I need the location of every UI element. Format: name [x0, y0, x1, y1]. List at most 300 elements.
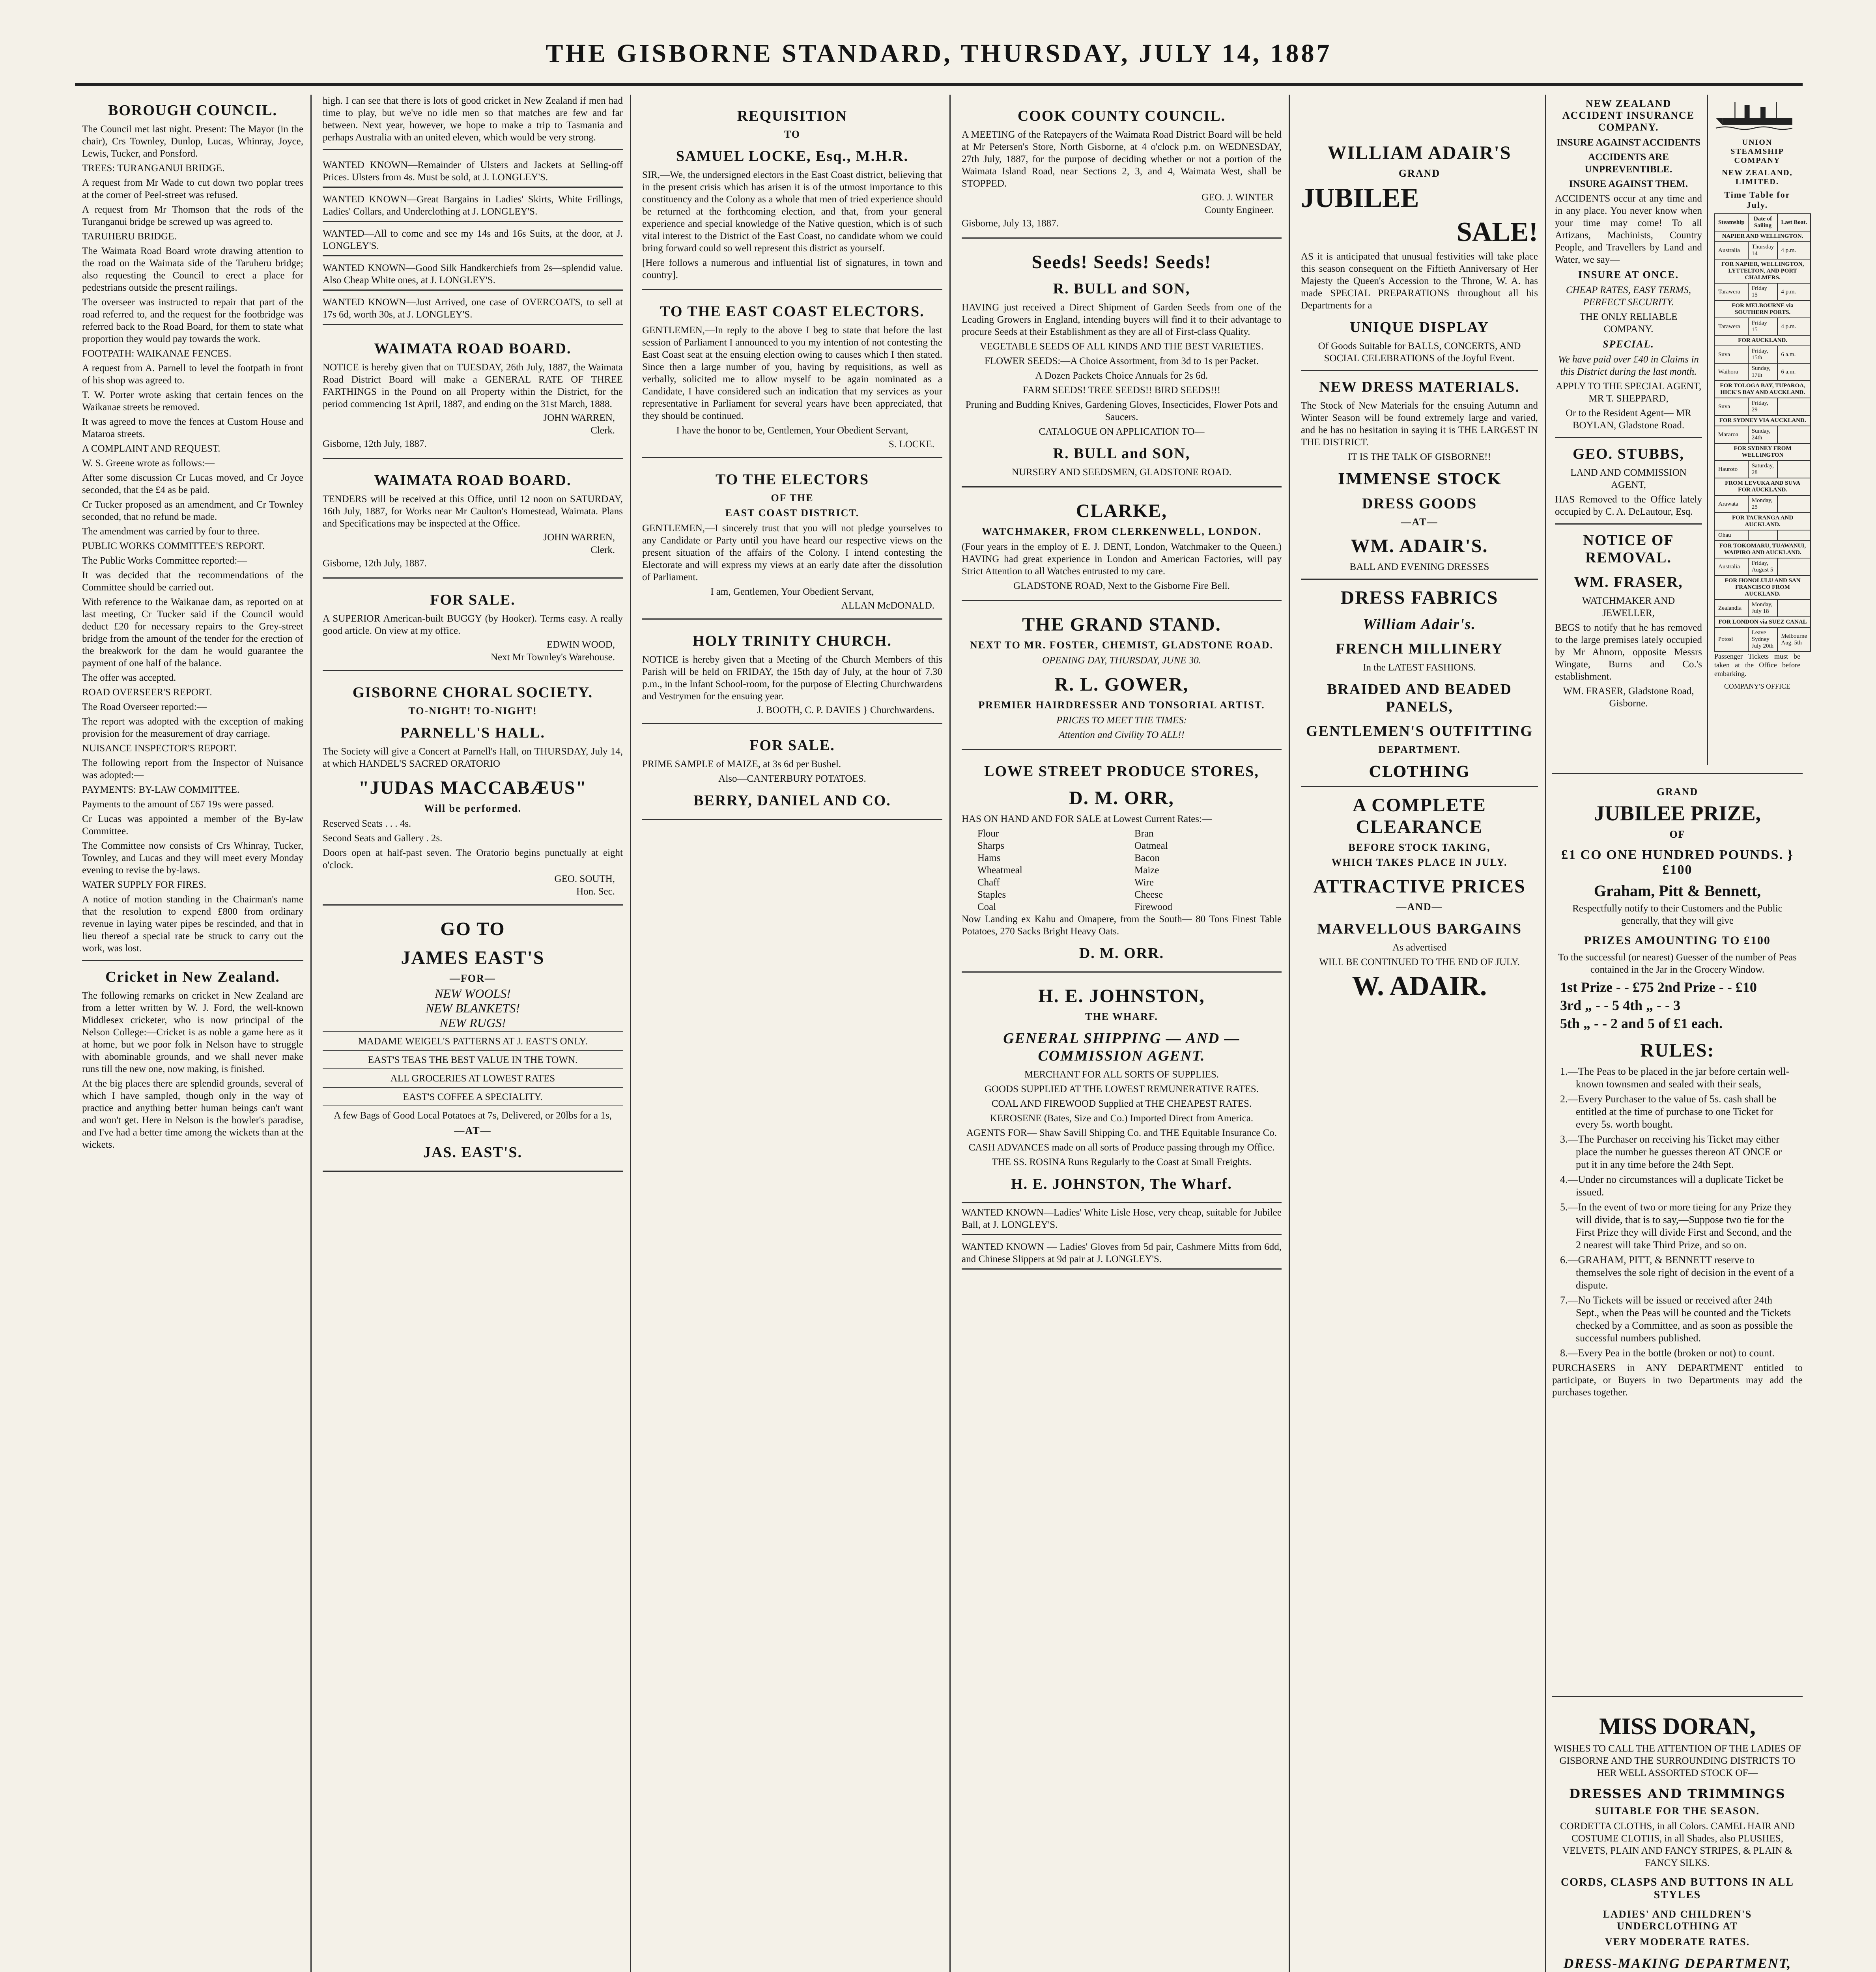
signature: BERRY, DANIEL AND CO.: [693, 792, 891, 809]
wanted-ad: WANTED—All to come and see my 14s and 16s Suits, at the door, at J. LONGLEY'S.: [323, 224, 623, 256]
choral-text: The Society will give a Concert at Parnell's Hall, on THURSDAY, July 14, at which HANDEL'S SACRED ORATORIO: [323, 746, 623, 769]
article-paragraph: The Public Works Committee reported:—: [82, 555, 247, 566]
article-paragraph: It was agreed to move the fences at Custom House and Mataroa streets.: [82, 416, 303, 439]
timetable-cell: Ohau: [1715, 530, 1748, 541]
timetable-section: [1715, 478, 1811, 495]
clarke-text: (Four years in the employ of E. J. DENT, London, Watchmaker to the Queen.) HAVING had great experience in London and American Factories, will pay Strict Attention to all Watches entrusted to my care.: [962, 542, 1282, 577]
steamship-heading: UNION STEAMSHIP COMPANY: [1730, 138, 1784, 165]
timetable-cell: Saturday, 28: [1748, 461, 1778, 478]
divider: [82, 960, 303, 961]
insurance-lines: [1555, 136, 1702, 190]
cricket-body: [82, 990, 303, 1151]
divider: [1555, 523, 1702, 525]
braided-panels: BRAIDED AND BEADED PANELS,: [1327, 681, 1512, 715]
timetable-cell: Australia: [1715, 242, 1748, 259]
seed-line: VEGETABLE SEEDS OF ALL KINDS AND THE BEST VARIETIES.: [979, 341, 1264, 352]
w-adair-signature: W. ADAIR.: [1352, 971, 1487, 1001]
maize-also: Also—CANTERBURY POTATOES.: [718, 773, 866, 784]
timetable-section: [1715, 259, 1811, 283]
james-east-ad: [323, 906, 623, 1172]
timetable-section: [1715, 541, 1811, 558]
at-label: —AT—: [454, 1125, 491, 1136]
special-label: SPECIAL.: [1603, 338, 1654, 350]
dress-fabrics: DRESS FABRICS: [1340, 587, 1499, 608]
article-paragraph: Payments to the amount of £67 19s were passed.: [82, 799, 274, 810]
produce-item: Cheese: [1134, 889, 1163, 900]
timetable-row: [1715, 363, 1811, 381]
requisition-heading: REQUISITION: [737, 108, 848, 124]
insurance-line: INSURE AGAINST ACCIDENTS: [1556, 137, 1700, 148]
article-paragraph: With reference to the Waikanae dam, as reported on at last meeting, Cr Tucker said if the Council would deduct £20 for necessary repairs to the Grey-street bridge from the amount of the tender for the erection of the breakwork for the dam he would guarantee the payment of one half of the balance.: [82, 597, 303, 669]
electors-heading: TO THE ELECTORS: [715, 471, 869, 488]
east-line: EAST'S TEAS THE BEST VALUE IN THE TOWN.: [323, 1050, 623, 1066]
dress-goods: DRESS GOODS: [1362, 495, 1477, 512]
as-advertised: As advertised: [1392, 942, 1446, 953]
article-paragraph: A request from Mr Thomson that the rods of the Turanganui bridge be screwed up was agreed to.: [82, 204, 303, 227]
article-paragraph: A COMPLAINT AND REQUEST.: [82, 443, 220, 454]
cordetta-text: CORDETTA CLOTHS, in all Colors. CAMEL HAIR AND COSTUME CLOTHS, in all Shades, also PLUSHES, VELVETS, PLAIN AND FANCY STRIPES, & PLAIN & FANCY SILKS.: [1560, 1821, 1795, 1868]
produce-item: Bran: [1134, 828, 1154, 839]
adair-jubilee: JUBILEE: [1301, 183, 1419, 213]
address: GLADSTONE ROAD, Next to the Gisborne Fire Bell.: [1013, 581, 1230, 591]
address: NURSERY AND SEEDSMEN, GLADSTONE ROAD.: [1012, 467, 1231, 478]
article-paragraph: After some discussion Cr Lucas moved, and Cr Joyce seconded, that the £4 as be paid.: [82, 472, 303, 495]
dresses-trimmings: DRESSES AND TRIMMINGS: [1569, 1786, 1786, 1801]
east-line: ALL GROCERIES AT LOWEST RATES: [323, 1068, 623, 1085]
department-label: DEPARTMENT.: [1378, 744, 1461, 755]
signature: JOHN WARREN,: [543, 532, 615, 543]
article-paragraph: WATER SUPPLY FOR FIRES.: [82, 880, 206, 890]
adair-grand: GRAND: [1398, 168, 1441, 179]
article-paragraph: The Committee now consists of Crs Whinray, Tucker, Townley, and Lucas and they will meet every Monday evening to revise the by-laws.: [82, 840, 303, 876]
timetable-cell: Potosi: [1715, 627, 1748, 652]
adair-heading: WILLIAM ADAIR'S: [1327, 142, 1512, 163]
article-paragraph: A request from Mr Wade to cut down two poplar trees at the corner of Peel-street was refused.: [82, 177, 303, 200]
new-dress-materials: NEW DRESS MATERIALS.: [1319, 379, 1520, 395]
produce-item: Hams: [977, 853, 1001, 863]
dressmaking-dept: DRESS-MAKING DEPARTMENT,: [1563, 1955, 1792, 1971]
produce-item: Firewood: [1134, 902, 1172, 912]
east-item: NEW RUGS!: [439, 1016, 506, 1030]
timetable-row: [1715, 461, 1811, 478]
divider: [1301, 370, 1538, 371]
johnston-wharf: THE WHARF.: [1085, 1011, 1158, 1022]
signature: J. BOOTH, C. P. DAVIES } Churchwardens.: [757, 705, 934, 715]
timetable-cell: [1777, 599, 1811, 617]
go-to-heading: GO TO: [440, 919, 505, 939]
ball-dresses: BALL AND EVENING DRESSES: [1349, 562, 1489, 572]
johnston-line: GOODS SUPPLIED AT THE LOWEST REMUNERATIVE RATES.: [984, 1084, 1259, 1094]
timetable-row: [1715, 318, 1811, 335]
talk-of-gisborne: IT IS THE TALK OF GISBORNE!!: [1348, 452, 1491, 462]
produce-item: Coal: [977, 902, 996, 912]
east-line: EAST'S COFFEE A SPECIALITY.: [323, 1087, 623, 1103]
oratorio-performed: Will be performed.: [424, 803, 522, 814]
company-office: COMPANY'S OFFICE: [1724, 682, 1791, 690]
district-label: EAST COAST DISTRICT.: [725, 507, 860, 519]
article-paragraph: NUISANCE INSPECTOR'S REPORT.: [82, 743, 237, 754]
apply-to: APPLY TO THE SPECIAL AGENT, MR T. SHEPPARD,: [1555, 381, 1702, 404]
timetable-cell: Thursday 14: [1748, 242, 1778, 259]
steamship-block: [1712, 95, 1807, 765]
seed-lines: [962, 340, 1282, 438]
timetable: [1714, 213, 1811, 652]
article-paragraph: T. W. Porter wrote asking that certain fences on the Waikanae streets be removed.: [82, 390, 303, 413]
wanted-ad: WANTED KNOWN—Just Arrived, one case of OVERCOATS, to sell at 17s 6d, worth 30s, at J. LONGLEY'S.: [323, 293, 623, 325]
seeds-firm: R. BULL and SON,: [1053, 280, 1190, 297]
johnston-lines: [962, 1083, 1282, 1168]
timetable-cell: Arawata: [1715, 495, 1748, 513]
clarke-heading: CLARKE,: [1076, 500, 1168, 521]
signature: EDWIN WOOD,: [546, 639, 615, 650]
unique-display: UNIQUE DISPLAY: [1350, 319, 1489, 336]
timetable-section-title: FOR MELBOURNE via SOUTHERN PORTS.: [1715, 301, 1811, 318]
requisition-ad: [642, 95, 942, 290]
insurance-text: ACCIDENTS occur at any time and in any place. You never know when your time may come! To all Artizans, Machinists, Country People, and Travellers by Land and Water, we say—: [1555, 193, 1702, 265]
guesser-text: To the successful (or nearest) Guesser of the number of Peas contained in the Jar in the Grocery Window.: [1558, 952, 1797, 975]
east-line: MADAME WEIGEL'S PATTERNS AT J. EAST'S ONLY.: [323, 1031, 623, 1048]
claims-paid: We have paid over £40 in Claims in this District during the last month.: [1558, 354, 1699, 377]
timetable-cell: Friday, 29: [1748, 398, 1778, 415]
reserved-seats: Reserved Seats . . . 4s.: [323, 818, 411, 829]
attractive-prices: ATTRACTIVE PRICES: [1313, 876, 1526, 897]
timetable-cell: Hauroto: [1715, 461, 1748, 478]
moderate-rates: VERY MODERATE RATES.: [1605, 1936, 1750, 1948]
prize-lines: [1552, 978, 1803, 1033]
timetable-section-title: NAPIER AND WELLINGTON.: [1715, 231, 1811, 242]
buggy-for-sale: [323, 579, 623, 671]
maize-text: PRIME SAMPLE of MAIZE, at 3s 6d per Bushel.: [642, 759, 841, 769]
article-paragraph: PUBLIC WORKS COMMITTEE'S REPORT.: [82, 541, 265, 551]
article-paragraph: A notice of motion standing in the Chairman's name that the resolution to expend £800 from ordinary revenue in laying water pipes be rescinded, and that in lieu thereof a special rate be struck to carry out the work, was lost.: [82, 894, 303, 954]
mcdonald-text: GENTLEMEN,—I sincerely trust that you will not pledge yourselves to any Candidate or Party until you have heard our respective views on the present situation of the affairs of the Colony. I intend contesting the Electorate and will express my views at an early date after the dissolution of Parliament.: [642, 523, 942, 583]
signature: H. E. JOHNSTON, The Wharf.: [1011, 1176, 1232, 1192]
article-paragraph: The Council met last night. Present: The Mayor (in the chair), Crs Townley, Dunlop, Lucas, Whinray, Joyce, Lewis, Tucker, and Ponsford.: [82, 124, 303, 159]
gower-role: PREMIER HAIRDRESSER AND TONSORIAL ARTIST.: [978, 699, 1265, 711]
wanted-ad: WANTED KNOWN—Remainder of Ulsters and Jackets at Selling-off Prices. Ulsters from 4s. Must be sold, at J. LONGLEY'S.: [323, 156, 623, 188]
timetable-row: [1715, 283, 1811, 301]
for-label: —FOR—: [450, 973, 496, 984]
borough-council-body: [82, 123, 303, 954]
timetable-column-header: Steamship: [1715, 214, 1748, 231]
clarke-sub: WATCHMAKER, FROM CLERKENWELL, LONDON.: [981, 526, 1262, 537]
timetable-cell: [1777, 461, 1811, 478]
johnston-line: CASH ADVANCES made on all sorts of Produce passing through my Office.: [968, 1142, 1275, 1153]
timetable-cell: Suva: [1715, 346, 1748, 363]
only-reliable: THE ONLY RELIABLE COMPANY.: [1579, 312, 1678, 334]
produce-item: Wire: [1134, 877, 1154, 888]
timetable-section-title: FROM LEVUKA AND SUVA FOR AUCKLAND.: [1715, 478, 1811, 495]
james-east-name: JAMES EAST'S: [401, 947, 545, 968]
trinity-heading: HOLY TRINITY CHURCH.: [693, 633, 892, 649]
timetable-cell: Australia: [1715, 558, 1748, 575]
article-paragraph: At the big places there are splendid grounds, several of which I have sampled, though only in the way of practice and anything better human beings can't want and won't get. Here in Nelson is the bowler's paradise, and I've had a better time among the wickets than at the wickets.: [82, 1078, 303, 1150]
timetable-section: [1715, 415, 1811, 426]
johnston-line: AGENTS FOR— Shaw Savill Shipping Co. and THE Equitable Insurance Co.: [966, 1128, 1277, 1138]
adair-text: AS it is anticipated that unusual festivities will take place this season consequent on the Fiftieth Anniversary of Her Majesty the Queen's Accession to the Throne, W. A. has made SPECIAL PREPARATIONS throughout all his Departments for a: [1301, 251, 1538, 311]
timetable-section: [1715, 575, 1811, 599]
grand-label: GRAND: [1656, 786, 1698, 797]
timetable-row: [1715, 242, 1811, 259]
timetable-cell: Friday 15: [1748, 318, 1778, 335]
jubilee-prize-heading: JUBILEE PRIZE,: [1594, 801, 1761, 825]
article-paragraph: TREES: TURANGANUI BRIDGE.: [82, 163, 225, 174]
cook-county-text: A MEETING of the Ratepayers of the Waimata Road District Board will be held at Mr Petersen's Store, North Gisborne, at 4 o'clock p.m. on WEDNESDAY, 27th July, 1887, for the purpose of deciding whether or not a portion of the Waimata Island Road, near Sections 2, 3, and 4, Waimata West, shall be STOPPED.: [962, 129, 1282, 189]
seed-line: Pruning and Budding Knives, Gardening Gloves, Insecticides, Flower Pots and Saucers.: [965, 400, 1278, 422]
orr-text: HAS ON HAND AND FOR SALE at Lowest Current Rates:—: [962, 814, 1212, 824]
timetable-section: [1715, 513, 1811, 530]
article-paragraph: Cr Tucker proposed as an amendment, and Cr Townley seconded, that no refund be made.: [82, 499, 303, 522]
johnston-text: MERCHANT FOR ALL SORTS OF SUPPLIES.: [1024, 1069, 1219, 1080]
timetable-row: [1715, 346, 1811, 363]
article-paragraph: FOOTPATH: WAIKANAE FENCES.: [82, 348, 232, 359]
notice-date: Gisborne, July 13, 1887.: [962, 218, 1059, 229]
purchasers-note: PURCHASERS in ANY DEPARTMENT entitled to participate, or Buyers in two Departments may add the purchases together.: [1552, 1363, 1803, 1398]
insurance-block: [1550, 95, 1708, 765]
notice-date: Gisborne, 12th July, 1887.: [323, 439, 427, 449]
rule-item: 8.—Every Pea in the bottle (broken or not) to count.: [1560, 1347, 1775, 1359]
produce-item: Flour: [977, 828, 999, 839]
timetable-cell: 4 p.m.: [1777, 318, 1811, 335]
of-label: OF: [1669, 829, 1685, 840]
cricket-continued: high. I can see that there is lots of good cricket in New Zealand if men had time to play, but we've no idle men so that matches are few and far between. Next year, however, we hope to make a trip to Tasmania and perhaps Australia with an united eleven, which would be very strong.: [323, 95, 623, 143]
timetable-row: [1715, 495, 1811, 513]
steamship-sub: NEW ZEALAND, LIMITED.: [1722, 168, 1793, 186]
before-stock: BEFORE STOCK TAKING,: [1348, 842, 1491, 853]
east-item: NEW WOOLS!: [435, 986, 511, 1001]
immense-stock: IMMENSE STOCK: [1338, 470, 1501, 488]
timetable-column-header: Last Boat.: [1777, 214, 1811, 231]
timetable-cell: [1777, 426, 1811, 443]
wm-adairs: WM. ADAIR'S.: [1351, 536, 1488, 556]
timetable-section: [1715, 231, 1811, 242]
doran-heading: MISS DORAN,: [1599, 1713, 1756, 1739]
notify-text: Respectfully notify to their Customers and the Public generally, that they will give: [1572, 903, 1783, 926]
timetable-section-title: FOR AUCKLAND.: [1715, 335, 1811, 346]
road-board-heading: WAIMATA ROAD BOARD.: [374, 340, 572, 357]
removal-heading: NOTICE OF REMOVAL.: [1583, 532, 1674, 566]
produce-item: Sharps: [977, 840, 1005, 851]
cords-clasps: CORDS, CLASPS AND BUTTONS IN ALL STYLES: [1561, 1876, 1794, 1901]
timetable-row: [1715, 398, 1811, 415]
timetable-section-title: FOR TOKOMARU, TUAWANUI, WAIPIRO AND AUCKLAND.: [1715, 541, 1811, 558]
signature: GEO. J. WINTER: [1201, 192, 1274, 203]
insurance-rates: CHEAP RATES, EASY TERMS, PERFECT SECURITY.: [1566, 285, 1691, 308]
gower-name: R. L. GOWER,: [1054, 674, 1189, 695]
column-4: [955, 95, 1290, 1972]
fraser-signature: WM. FRASER, Gladstone Road, Gisborne.: [1563, 686, 1694, 709]
johnston-heading: H. E. JOHNSTON,: [1038, 986, 1205, 1007]
choral-hall: PARNELL'S HALL.: [400, 725, 546, 741]
timetable-section-title: FOR NAPIER, WELLINGTON, LYTTELTON, AND PORT CHALMERS.: [1715, 259, 1811, 283]
timetable-cell: 6 a.m.: [1777, 363, 1811, 381]
cricket-heading: Cricket in New Zealand.: [105, 969, 280, 985]
miss-doran-ad: [1552, 1696, 1803, 1972]
article-paragraph: It was decided that the recommendations of the Committee should be carried out.: [82, 570, 303, 593]
wanted-ad: WANTED KNOWN — Ladies' Gloves from 5d pair, Cashmere Mitts from 6dd, and Chinese Slippers at 9d pair at J. LONGLEY'S.: [962, 1238, 1282, 1270]
prices-line: PRICES TO MEET THE TIMES:: [1056, 715, 1187, 726]
maize-for-sale: [642, 724, 942, 820]
timetable-section-title: FOR HONOLULU AND SAN FRANCISCO FROM AUCKLAND.: [1715, 575, 1811, 599]
article-paragraph: The Waimata Road Board wrote drawing attention to the road on the Waimata side of the Taruheru bridge; also requesting the Council to erect a place for pedestrians outside the present railings.: [82, 246, 303, 293]
rule-item: 3.—The Purchaser on receiving his Ticket may either place the number he guesses thereon AT ONCE or put it in any time before the 24th Sept.: [1560, 1134, 1782, 1170]
requisition-name: SAMUEL LOCKE, Esq., M.H.R.: [676, 148, 909, 164]
rule-item: 6.—GRAHAM, PITT, & BENNETT reserve to themselves the sole right of decision in the event of a dispute.: [1560, 1254, 1794, 1291]
timetable-cell: [1777, 398, 1811, 415]
borough-council-heading: BOROUGH COUNCIL.: [108, 102, 277, 119]
article-paragraph: The overseer was instructed to repair that part of the road referred to, and the request for the footbridge was referred back to the Road Board, for them to state what proportion they would pay towards the work.: [82, 297, 303, 344]
timetable-column-header: Date of Sailing: [1748, 214, 1778, 231]
and-label: —AND—: [1396, 901, 1443, 913]
orr-extra: Now Landing ex Kahu and Omapere, from the South— 80 Tons Finest Table Potatoes, 270 Sacks Bright Heavy Oats.: [962, 914, 1282, 937]
timetable-cell: Friday, 15th: [1748, 346, 1778, 363]
article-paragraph: The following report from the Inspector of Nuisance was adopted:—: [82, 758, 303, 781]
complete-clearance: A COMPLETE CLEARANCE: [1353, 795, 1486, 837]
orr-items: [962, 827, 1282, 913]
wanted-ad: WANTED KNOWN—Great Bargains in Ladies' Skirts, White Frillings, Ladies' Collars, and Underclothing at J. LONGLEY'S.: [323, 190, 623, 222]
seeds-heading: Seeds! Seeds! Seeds!: [1031, 252, 1212, 273]
timetable-cell: Monday, 25: [1748, 495, 1778, 513]
wanted-ad: WANTED KNOWN—Good Silk Handkerchiefs from 2s—splendid value. Also Cheap White ones, at J. LONGLEY'S.: [323, 259, 623, 291]
divider: [1301, 786, 1538, 787]
seed-line: A Dozen Packets Choice Annuals for 2s 6d.: [1035, 370, 1208, 381]
signature: ALLAN McDONALD.: [841, 600, 934, 611]
timetable-cell: Mararoa: [1715, 426, 1748, 443]
divider: [323, 149, 623, 150]
timetable-cell: Waihora: [1715, 363, 1748, 381]
produce-item: Chaff: [977, 877, 1000, 888]
signature: D. M. ORR.: [1079, 945, 1164, 962]
suitable-season: SUITABLE FOR THE SEASON.: [1595, 1805, 1760, 1817]
attention-line: Attention and Civility TO ALL!!: [1059, 730, 1185, 740]
insurance-line: ACCIDENTS ARE UNPREVENTIBLE.: [1585, 152, 1672, 175]
rule-item: 2.—Every Purchaser to the value of 5s. cash shall be entitled at the time of purchase to one Ticket for every 5s. worth bought.: [1560, 1093, 1777, 1130]
signature-role: Clerk.: [590, 545, 615, 555]
prize-line: 5th „ - - 2 and 5 of £1 each.: [1560, 1016, 1723, 1031]
article-paragraph: The Road Overseer reported:—: [82, 702, 207, 712]
timetable-cell: Tarawera: [1715, 283, 1748, 301]
timetable-row: [1715, 530, 1811, 541]
timetable-section-title: FOR LONDON via SUEZ CANAL: [1715, 617, 1811, 627]
electors-heading: TO THE EAST COAST ELECTORS.: [660, 303, 925, 320]
holy-trinity-notice: [642, 620, 942, 724]
adair-sale: SALE!: [1456, 217, 1538, 247]
resident-agent: Or to the Resident Agent— MR BOYLAN, Gladstone Road.: [1566, 408, 1691, 431]
second-seats: Second Seats and Gallery . 2s.: [323, 833, 443, 844]
seed-line: FLOWER SEEDS:—A Choice Assortment, from 3d to 1s per Packet.: [984, 356, 1259, 366]
article-paragraph: Cr Lucas was appointed a member of the By-law Committee.: [82, 814, 303, 837]
signature: JOHN WARREN,: [543, 413, 615, 423]
prize-line: 3rd „ - - 5 4th „ - - 3: [1560, 997, 1680, 1013]
orr-produce-ad: [962, 750, 1282, 973]
article-paragraph: ROAD OVERSEER'S REPORT.: [82, 687, 212, 698]
timetable-cell: Sunday, 24th: [1748, 426, 1778, 443]
doran-wishes: WISHES TO CALL THE ATTENTION OF THE LADIES OF GISBORNE AND THE SURROUNDING DISTRICTS TO HER WELL ASSORTED STOCK OF—: [1554, 1743, 1801, 1778]
east-line: A few Bags of Good Local Potatoes at 7s, Delivered, or 20lbs for a 1s,: [323, 1106, 623, 1122]
signature-role: Clerk.: [590, 425, 615, 436]
rules-list: [1552, 1065, 1803, 1359]
trinity-text: NOTICE is hereby given that a Meeting of the Church Members of this Parish will be held on FRIDAY, the 15th day of July, at the hour of 7.30 p.m., in the Infant School-room, for the purpose of Electing Churchwardens and Vestrymen for the ensuing year.: [642, 654, 942, 702]
of-label: OF THE: [771, 492, 814, 504]
timetable-section: [1715, 301, 1811, 318]
longley-wanted-ads: [323, 156, 623, 325]
johnston-line: THE SS. ROSINA Runs Regularly to the Coast at Small Freights.: [992, 1157, 1252, 1167]
masthead: [75, 35, 1803, 86]
east-items: [323, 988, 623, 1029]
timetable-row: [1715, 558, 1811, 575]
insurance-heading: NEW ZEALAND ACCIDENT INSURANCE COMPANY.: [1562, 98, 1695, 133]
oratorio-title: "JUDAS MACCABÆUS": [358, 777, 587, 798]
stubbs-text: HAS Removed to the Office lately occupied by C. A. DeLautour, Esq.: [1555, 494, 1702, 517]
opening-day: OPENING DAY, THURSDAY, JUNE 30.: [1042, 655, 1201, 666]
steamship-note: Passenger Tickets must be taken at the Office before embarking.: [1714, 652, 1800, 678]
article-paragraph: TARUHERU BRIDGE.: [82, 231, 177, 242]
newspaper-title: THE GISBORNE STANDARD, THURSDAY, JULY 14, 1887: [546, 39, 1332, 68]
column-3: [635, 95, 951, 1972]
clothing-label: CLOTHING: [1369, 763, 1470, 781]
produce-item: Wheatmeal: [977, 865, 1022, 876]
notice-date: Gisborne, 12th July, 1887.: [323, 558, 427, 569]
mcdonald-letter: [642, 458, 942, 620]
requisition-to: TO: [784, 129, 801, 140]
choral-tonight: TO-NIGHT! TO-NIGHT!: [408, 705, 537, 717]
timetable-cell: [1777, 558, 1811, 575]
orr-heading: LOWE STREET PRODUCE STORES,: [984, 763, 1259, 780]
choral-society-ad: [323, 671, 623, 906]
choral-heading: GISBORNE CHORAL SOCIETY.: [352, 684, 593, 701]
continued-end-july: WILL BE CONTINUED TO THE END OF JULY.: [1319, 957, 1520, 967]
timetable-section: [1715, 443, 1811, 461]
johnston-line: COAL AND FIREWOOD Supplied at THE CHEAPEST RATES.: [991, 1098, 1252, 1109]
timetable-cell: 4 p.m.: [1777, 242, 1811, 259]
seed-line: CATALOGUE ON APPLICATION TO—: [1039, 426, 1205, 437]
timetable-cell: Melbourne Aug. 5th: [1777, 627, 1811, 652]
rule-item: 1.—The Peas to be placed in the jar before certain well-known townsmen and sealed with their seals,: [1560, 1066, 1790, 1090]
road-board-heading: WAIMATA ROAD BOARD.: [374, 472, 572, 489]
timetable-row: [1715, 599, 1811, 617]
grand-stand-ad: [962, 601, 1282, 750]
timetable-header: [1715, 214, 1811, 231]
article-paragraph: A request from A. Parnell to level the footpath in front of his shop was agreed to.: [82, 363, 303, 386]
prizes-amounting: PRIZES AMOUNTING TO £100: [1584, 934, 1771, 947]
graham-pitt-bennett: Graham, Pitt & Bennett,: [1594, 882, 1761, 900]
gentlemens-outfitting: GENTLEMEN'S OUTFITTING: [1306, 723, 1533, 740]
divider: [1301, 579, 1538, 580]
timetable-section: [1715, 617, 1811, 627]
for-sale-heading: FOR SALE.: [749, 737, 835, 754]
road-board-text: NOTICE is hereby given that on TUESDAY, 26th July, 1887, the Waimata Road District Board will make a GENERAL RATE OF THREE FARTHINGS in the Pound on all Property within the District, for the period commencing 1st April, 1887, and ending on the 31st March, 1888.: [323, 362, 623, 409]
timetable-cell: Friday, August 5: [1748, 558, 1778, 575]
johnston-role: GENERAL SHIPPING — AND — COMMISSION AGENT.: [1003, 1030, 1240, 1064]
timetable-cell: [1748, 530, 1778, 541]
prize-line: 1st Prize - - £75 2nd Prize - - £10: [1560, 979, 1757, 995]
marvellous-bargains: MARVELLOUS BARGAINS: [1317, 921, 1522, 937]
signature-role: Hon. Sec.: [576, 886, 615, 897]
produce-item: Maize: [1134, 865, 1159, 876]
timetable-section-title: FOR SYDNEY FROM WELLINGTON: [1715, 443, 1811, 461]
rule-item: 7.—No Tickets will be issued or received after 24th Sept., when the Peas will be counted and the Tickets checked by a Committee, and as soon as possible the successful numbers published.: [1560, 1294, 1793, 1344]
rules-heading: RULES:: [1640, 1040, 1715, 1061]
signature: R. BULL and SON,: [1053, 445, 1190, 462]
timetable-section: [1715, 381, 1811, 398]
grand-stand-heading: THE GRAND STAND.: [1022, 614, 1221, 635]
french-millinery: FRENCH MILLINERY: [1336, 641, 1503, 657]
timetable-cell: 6 a.m.: [1777, 346, 1811, 363]
produce-item: Bacon: [1134, 853, 1160, 863]
at-label: —AT—: [1401, 516, 1438, 528]
column-1: [75, 95, 312, 1972]
cook-county-ad: [962, 95, 1282, 239]
